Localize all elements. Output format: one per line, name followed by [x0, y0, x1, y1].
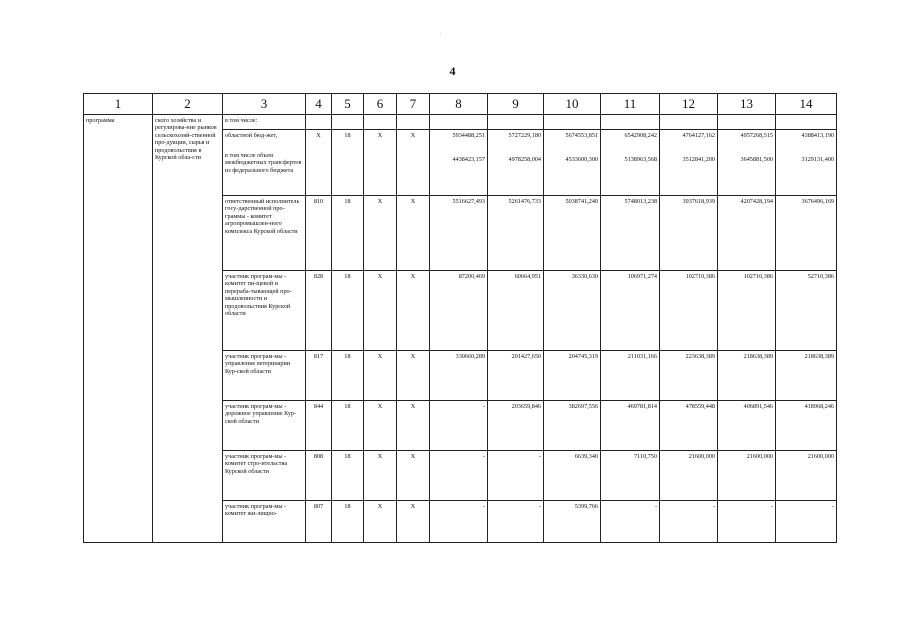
value-cell: 3937618,939	[660, 196, 718, 271]
value-cell	[718, 130, 776, 196]
table-row	[84, 115, 837, 130]
value-cell: 4207428,194	[718, 196, 776, 271]
value-cell: 60664,951	[488, 271, 544, 351]
header-col-12: 12	[660, 94, 718, 115]
value-cell: 5261476,733	[488, 196, 544, 271]
header-col-5: 5	[332, 94, 364, 115]
value-cell: 36330,630	[544, 271, 601, 351]
recipient-cell: ответственный исполнитель госу-дарственной про-граммы - комитет агропромышлен-ного комплекса Курской области	[223, 196, 306, 271]
code-cell-c6: X	[364, 351, 397, 401]
value-cell: -	[430, 501, 488, 543]
value-cell: 21600,000	[776, 451, 837, 501]
value-cell	[776, 130, 837, 196]
value-total: 5727229,180	[508, 132, 541, 139]
value-cell: 5038741,240	[544, 196, 601, 271]
value-total: 6542908,242	[624, 132, 657, 139]
value-total: 5674553,851	[565, 132, 598, 139]
value-total: 5934488,251	[452, 132, 485, 139]
value-cell: 102710,386	[660, 271, 718, 351]
code-cell-c5: 18	[332, 351, 364, 401]
recipient-sub-label: в том числе объем межбюджетных трансфертов из федерального бюджета	[225, 152, 302, 174]
value-cell: 406891,546	[718, 401, 776, 451]
header-col-3: 3	[223, 94, 306, 115]
code-cell-c4: 817	[306, 351, 332, 401]
code-cell-c5: 18	[332, 451, 364, 501]
value-cell	[430, 130, 488, 196]
code-cell-c5: 18	[332, 130, 364, 196]
code-cell-c7: X	[397, 501, 430, 543]
header-col-8: 8	[430, 94, 488, 115]
value-total: 4957268,515	[740, 132, 773, 139]
value-total: 4388413,190	[801, 132, 834, 139]
value-cell: 5516627,493	[430, 196, 488, 271]
code-cell-c5: 18	[332, 271, 364, 351]
value-cell: 418968,246	[776, 401, 837, 451]
recipient-cell: участник програм-мы - комитет стро-ительства Курской области	[223, 451, 306, 501]
value-cell: 5748013,238	[601, 196, 660, 271]
value-cell: 102710,386	[718, 271, 776, 351]
value-cell: 3676496,169	[776, 196, 837, 271]
code-cell-c6: X	[364, 130, 397, 196]
header-col-13: 13	[718, 94, 776, 115]
value-cell: 382697,556	[544, 401, 601, 451]
header-col-6: 6	[364, 94, 397, 115]
value-cell: 478559,448	[660, 401, 718, 451]
code-cell-c6: X	[364, 451, 397, 501]
header-row	[84, 94, 837, 115]
value-cell: 6639,340	[544, 451, 601, 501]
header-col-14: 14	[776, 94, 837, 115]
value-cell: 21600,000	[718, 451, 776, 501]
recipient-label: областной бюд-жет,	[225, 132, 278, 139]
value-total: 4764127,162	[682, 132, 715, 139]
value-federal: 4533600,300	[565, 156, 598, 163]
code-cell-c5: 18	[332, 401, 364, 451]
value-cell: -	[430, 401, 488, 451]
code-cell-c5: 18	[332, 501, 364, 543]
program-cell: программа	[84, 115, 153, 543]
code-cell-c5: 18	[332, 196, 364, 271]
code-cell-c6: X	[364, 271, 397, 351]
scan-mark: .	[440, 30, 442, 36]
value-cell: -	[718, 501, 776, 543]
code-cell-c6: X	[364, 401, 397, 451]
value-cell: 5399,766	[544, 501, 601, 543]
code-cell-c4: 807	[306, 501, 332, 543]
value-cell: 223638,389	[660, 351, 718, 401]
budget-table	[83, 93, 837, 543]
value-cell	[544, 130, 601, 196]
header-col-4: 4	[306, 94, 332, 115]
intro-cell: в том числе:	[223, 115, 306, 130]
header-col-2: 2	[153, 94, 223, 115]
value-cell: -	[601, 501, 660, 543]
header-col-1: 1	[84, 94, 153, 115]
recipient-cell: участник програм-мы - дорожное управление Кур-ской области	[223, 401, 306, 451]
value-cell: 204745,319	[544, 351, 601, 401]
code-cell-c4: 828	[306, 271, 332, 351]
header-col-7: 7	[397, 94, 430, 115]
value-cell: 469781,814	[601, 401, 660, 451]
value-cell: 201427,650	[488, 351, 544, 401]
code-cell-c7: X	[397, 451, 430, 501]
value-cell: -	[660, 501, 718, 543]
value-cell: 218638,389	[718, 351, 776, 401]
recipient-cell: участник програм-мы - комитет жи-лищно-	[223, 501, 306, 543]
code-cell-c4: 810	[306, 196, 332, 271]
value-federal: 4978258,004	[508, 156, 541, 163]
code-cell-c4: X	[306, 130, 332, 196]
value-cell	[488, 130, 544, 196]
value-cell: 87200,469	[430, 271, 488, 351]
value-cell: 211031,166	[601, 351, 660, 401]
code-cell-c7: X	[397, 271, 430, 351]
value-federal: 3129131,400	[801, 156, 834, 163]
value-cell: 106971,274	[601, 271, 660, 351]
header-col-10: 10	[544, 94, 601, 115]
value-cell: 7110,750	[601, 451, 660, 501]
value-cell: 218638,389	[776, 351, 837, 401]
code-cell-c4: 808	[306, 451, 332, 501]
code-cell-c7: X	[397, 130, 430, 196]
value-cell: -	[430, 451, 488, 501]
code-cell-c4: 844	[306, 401, 332, 451]
value-cell: -	[488, 451, 544, 501]
value-cell	[660, 130, 718, 196]
code-cell-c6: X	[364, 196, 397, 271]
header-col-9: 9	[488, 94, 544, 115]
code-cell-c7: X	[397, 351, 430, 401]
code-cell-c7: X	[397, 196, 430, 271]
value-cell: 21600,000	[660, 451, 718, 501]
page-number: 4	[449, 64, 456, 78]
value-federal: 3645881,500	[740, 156, 773, 163]
value-cell: 52710,386	[776, 271, 837, 351]
value-cell: -	[488, 501, 544, 543]
recipient-cell: участник програм-мы - комитет пи-щевой и перераба-тывающей про-мышленности и продовольствия Курской области	[223, 271, 306, 351]
program-name-cell: ского хозяйства и регулирова-ние рынков сельскохозяй-ственной про-дукции, сырья и продовольствия в Курской обла-сти	[153, 115, 223, 543]
value-cell	[601, 130, 660, 196]
value-federal: 4438423,157	[452, 156, 485, 163]
header-col-11: 11	[601, 94, 660, 115]
recipient-cell	[223, 130, 306, 196]
recipient-cell: участник програм-мы - управление ветеринарии Кур-ской области	[223, 351, 306, 401]
value-federal: 5138963,568	[624, 156, 657, 163]
code-cell-c6: X	[364, 501, 397, 543]
value-cell: 330660,289	[430, 351, 488, 401]
code-cell-c7: X	[397, 401, 430, 451]
value-federal: 3512841,200	[682, 156, 715, 163]
value-cell: 203659,846	[488, 401, 544, 451]
value-cell: -	[776, 501, 837, 543]
